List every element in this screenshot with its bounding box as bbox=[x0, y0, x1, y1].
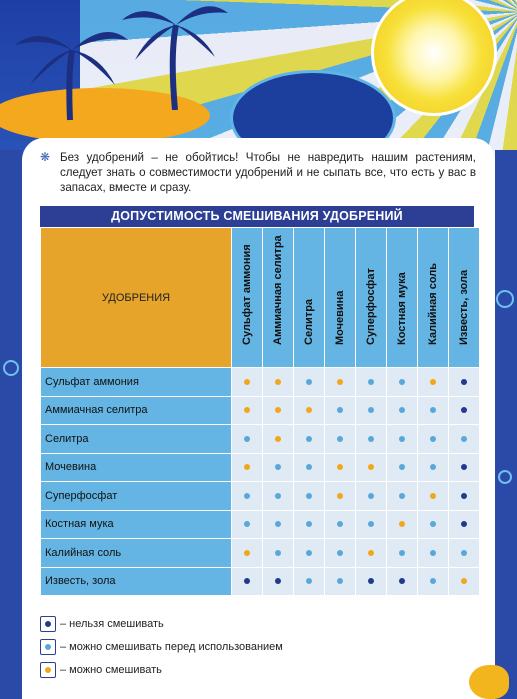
compatibility-dot bbox=[430, 578, 436, 584]
table-cell bbox=[449, 482, 480, 511]
table-cell bbox=[325, 368, 356, 397]
table-cell bbox=[263, 510, 294, 539]
legend-item bbox=[40, 658, 283, 681]
compatibility-dot bbox=[399, 550, 405, 556]
legend-item bbox=[40, 612, 283, 635]
compatibility-dot bbox=[244, 550, 250, 556]
compatibility-table bbox=[40, 206, 474, 596]
compatibility-dot bbox=[461, 379, 467, 385]
table-cell bbox=[325, 567, 356, 596]
compatibility-dot bbox=[368, 436, 374, 442]
table-cell bbox=[418, 425, 449, 454]
table-row bbox=[41, 539, 480, 568]
table-cell bbox=[356, 510, 387, 539]
table-cell bbox=[387, 567, 418, 596]
compatibility-dot bbox=[244, 407, 250, 413]
row-header: Известь, зола bbox=[41, 567, 232, 596]
table-cell bbox=[387, 368, 418, 397]
compatibility-dot bbox=[306, 521, 312, 527]
table-cell bbox=[263, 396, 294, 425]
corner-header: УДОБРЕНИЯ bbox=[41, 228, 232, 368]
column-header: Мочевина bbox=[325, 228, 356, 368]
compatibility-dot bbox=[244, 436, 250, 442]
table-cell bbox=[263, 539, 294, 568]
table-cell bbox=[294, 396, 325, 425]
table-cell bbox=[325, 396, 356, 425]
legend-label: – можно смешивать bbox=[60, 663, 162, 676]
table-cell bbox=[387, 539, 418, 568]
compatibility-dot bbox=[244, 578, 250, 584]
compatibility-dot bbox=[337, 521, 343, 527]
compatibility-dot bbox=[306, 493, 312, 499]
fish-decoration bbox=[469, 665, 509, 699]
compatibility-dot bbox=[399, 436, 405, 442]
table-cell bbox=[418, 396, 449, 425]
table-cell bbox=[263, 425, 294, 454]
table-row bbox=[41, 482, 480, 511]
table-row bbox=[41, 396, 480, 425]
compatibility-dot bbox=[368, 464, 374, 470]
row-header: Костная мука bbox=[41, 510, 232, 539]
table-cell bbox=[449, 368, 480, 397]
table-cell bbox=[356, 368, 387, 397]
compatibility-dot bbox=[399, 521, 405, 527]
compatibility-dot bbox=[244, 521, 250, 527]
column-header: Суперфосфат bbox=[356, 228, 387, 368]
intro-paragraph bbox=[40, 150, 476, 196]
row-header: Мочевина bbox=[41, 453, 232, 482]
compatibility-dot bbox=[399, 407, 405, 413]
compatibility-dot bbox=[368, 521, 374, 527]
table-body bbox=[41, 368, 480, 596]
table-cell bbox=[232, 396, 263, 425]
compatibility-dot bbox=[275, 436, 281, 442]
compatibility-dot bbox=[430, 436, 436, 442]
legend-swatch bbox=[40, 662, 56, 678]
compatibility-dot bbox=[368, 407, 374, 413]
table-cell bbox=[449, 396, 480, 425]
table-row bbox=[41, 368, 480, 397]
intro-text: Без удобрений – не обойтись! Чтобы не навредить нашим растениям, следует знать о совместимости удобрений и не сыпать все, что есть у вас в запасах, вместе и сразу. bbox=[60, 151, 476, 195]
table-cell bbox=[325, 510, 356, 539]
compatibility-dot bbox=[275, 493, 281, 499]
legend-label: – можно смешивать перед использованием bbox=[60, 640, 283, 653]
table-cell bbox=[263, 368, 294, 397]
table-cell bbox=[232, 368, 263, 397]
row-header: Аммиачная селитра bbox=[41, 396, 232, 425]
compatibility-dot bbox=[275, 379, 281, 385]
table-cell bbox=[356, 482, 387, 511]
table-cell bbox=[263, 453, 294, 482]
legend bbox=[40, 612, 283, 681]
compatibility-dot bbox=[337, 578, 343, 584]
compatibility-dot bbox=[337, 464, 343, 470]
table-cell bbox=[294, 482, 325, 511]
table-cell bbox=[325, 539, 356, 568]
compatibility-dot bbox=[461, 493, 467, 499]
compatibility-dot bbox=[461, 550, 467, 556]
compatibility-dot bbox=[244, 493, 250, 499]
table-cell bbox=[387, 396, 418, 425]
compatibility-dot bbox=[461, 521, 467, 527]
compatibility-dot bbox=[244, 379, 250, 385]
compatibility-dot bbox=[275, 407, 281, 413]
table-cell bbox=[325, 482, 356, 511]
compatibility-dot bbox=[399, 464, 405, 470]
table-cell bbox=[356, 539, 387, 568]
row-header: Селитра bbox=[41, 425, 232, 454]
column-header: Известь, зола bbox=[449, 228, 480, 368]
compatibility-dot bbox=[399, 379, 405, 385]
compatibility-dot bbox=[461, 407, 467, 413]
side-decoration-right bbox=[495, 150, 517, 699]
table-cell bbox=[232, 510, 263, 539]
compatibility-dot bbox=[461, 578, 467, 584]
column-header: Калийная соль bbox=[418, 228, 449, 368]
compatibility-dot bbox=[430, 521, 436, 527]
bubble-decoration bbox=[496, 290, 514, 308]
table-cell bbox=[325, 425, 356, 454]
compatibility-dot bbox=[368, 493, 374, 499]
compatibility-dot bbox=[368, 578, 374, 584]
table-cell bbox=[387, 482, 418, 511]
table-row bbox=[41, 453, 480, 482]
legend-swatch bbox=[40, 639, 56, 655]
table-cell bbox=[294, 539, 325, 568]
compatibility-dot bbox=[430, 493, 436, 499]
compatibility-dot bbox=[430, 464, 436, 470]
table-cell bbox=[356, 567, 387, 596]
compatibility-dot bbox=[399, 578, 405, 584]
table-cell bbox=[294, 425, 325, 454]
table-cell bbox=[418, 567, 449, 596]
table-cell bbox=[232, 425, 263, 454]
table-cell bbox=[356, 396, 387, 425]
table-cell bbox=[449, 539, 480, 568]
compatibility-dot bbox=[275, 521, 281, 527]
compatibility-dot bbox=[306, 550, 312, 556]
table-title: ДОПУСТИМОСТЬ СМЕШИВАНИЯ УДОБРЕНИЙ bbox=[40, 206, 474, 227]
table-cell bbox=[449, 425, 480, 454]
table-row bbox=[41, 425, 480, 454]
compatibility-dot bbox=[430, 550, 436, 556]
compatibility-dot bbox=[461, 436, 467, 442]
table-cell bbox=[418, 368, 449, 397]
table-cell bbox=[263, 567, 294, 596]
compatibility-grid bbox=[40, 227, 480, 596]
table-header-row bbox=[41, 228, 480, 368]
side-decoration-left bbox=[0, 150, 22, 699]
table-row bbox=[41, 567, 480, 596]
table-cell bbox=[418, 482, 449, 511]
table-cell bbox=[263, 482, 294, 511]
palm-tree-icon bbox=[120, 0, 230, 110]
table-cell bbox=[232, 539, 263, 568]
table-cell bbox=[325, 453, 356, 482]
column-header: Аммиачная селитра bbox=[263, 228, 294, 368]
table-cell bbox=[294, 510, 325, 539]
column-header: Сульфат аммония bbox=[232, 228, 263, 368]
compatibility-dot bbox=[275, 578, 281, 584]
table-cell bbox=[418, 453, 449, 482]
column-header: Селитра bbox=[294, 228, 325, 368]
table-cell bbox=[387, 453, 418, 482]
table-cell bbox=[418, 539, 449, 568]
table-cell bbox=[294, 368, 325, 397]
table-cell bbox=[449, 510, 480, 539]
table-cell bbox=[232, 482, 263, 511]
compatibility-dot bbox=[368, 550, 374, 556]
table-cell bbox=[356, 425, 387, 454]
compatibility-dot bbox=[306, 578, 312, 584]
compatibility-dot bbox=[337, 379, 343, 385]
compatibility-dot bbox=[368, 379, 374, 385]
table-cell bbox=[232, 567, 263, 596]
compatibility-dot bbox=[275, 464, 281, 470]
compatibility-dot bbox=[275, 550, 281, 556]
legend-dot bbox=[45, 644, 51, 650]
compatibility-dot bbox=[337, 493, 343, 499]
compatibility-dot bbox=[306, 436, 312, 442]
row-header: Сульфат аммония bbox=[41, 368, 232, 397]
table-cell bbox=[449, 453, 480, 482]
compatibility-dot bbox=[306, 407, 312, 413]
legend-dot bbox=[45, 621, 51, 627]
table-cell bbox=[387, 510, 418, 539]
legend-item bbox=[40, 635, 283, 658]
table-cell bbox=[356, 453, 387, 482]
bubble-decoration bbox=[498, 470, 512, 484]
table-cell bbox=[294, 567, 325, 596]
compatibility-dot bbox=[306, 379, 312, 385]
table-row bbox=[41, 510, 480, 539]
compatibility-dot bbox=[337, 550, 343, 556]
table-cell bbox=[449, 567, 480, 596]
compatibility-dot bbox=[306, 464, 312, 470]
compatibility-dot bbox=[430, 379, 436, 385]
table-cell bbox=[418, 510, 449, 539]
column-header: Костная мука bbox=[387, 228, 418, 368]
legend-swatch bbox=[40, 616, 56, 632]
row-header: Калийная соль bbox=[41, 539, 232, 568]
snowflake-icon: ❋ bbox=[40, 150, 51, 164]
bubble-decoration bbox=[3, 360, 19, 376]
compatibility-dot bbox=[244, 464, 250, 470]
compatibility-dot bbox=[337, 407, 343, 413]
palm-tree-icon bbox=[10, 15, 130, 125]
row-header: Суперфосфат bbox=[41, 482, 232, 511]
legend-dot bbox=[45, 667, 51, 673]
table-cell bbox=[294, 453, 325, 482]
legend-label: – нельзя смешивать bbox=[60, 617, 164, 630]
compatibility-dot bbox=[461, 464, 467, 470]
compatibility-dot bbox=[399, 493, 405, 499]
table-cell bbox=[232, 453, 263, 482]
table-cell bbox=[387, 425, 418, 454]
compatibility-dot bbox=[430, 407, 436, 413]
compatibility-dot bbox=[337, 436, 343, 442]
